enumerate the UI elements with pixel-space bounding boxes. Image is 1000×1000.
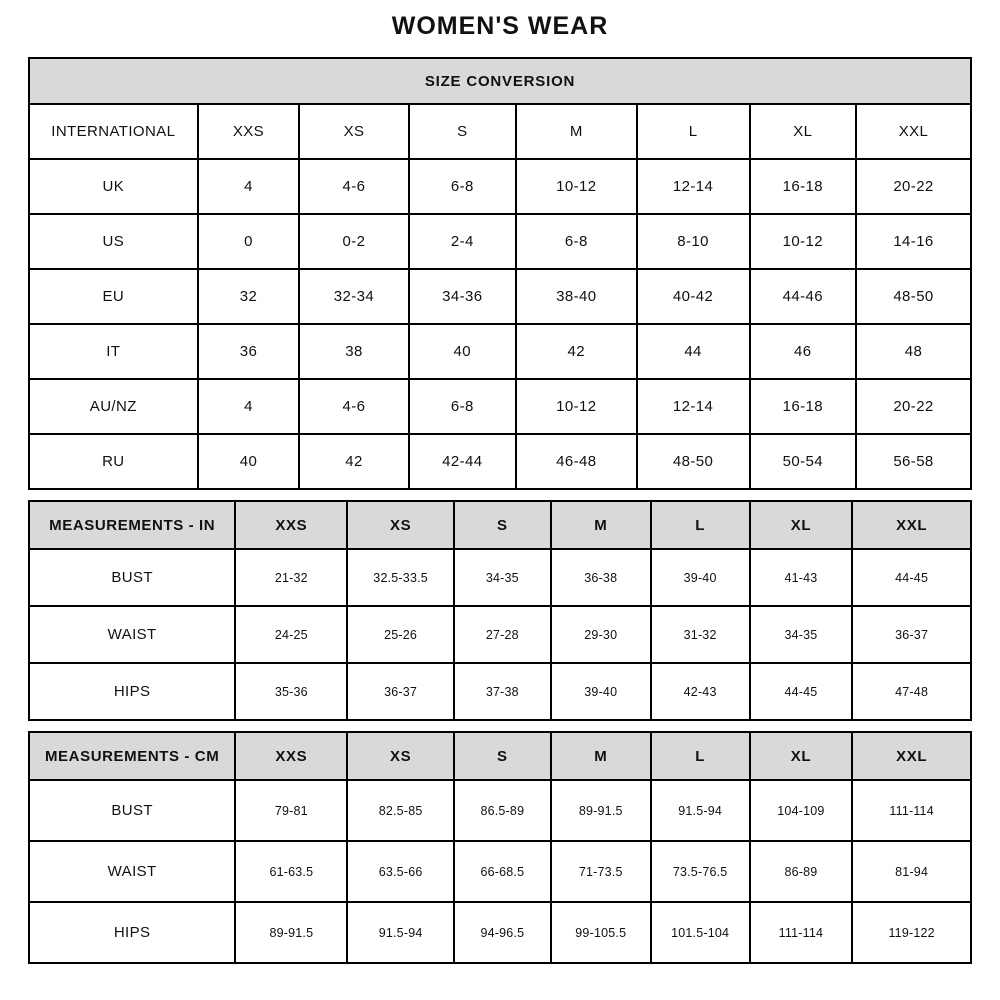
measure-value: 44-45: [750, 663, 853, 720]
size-col-header: XS: [347, 501, 453, 549]
measurements-in-table: [28, 500, 972, 721]
column-header: XL: [750, 104, 856, 159]
measure-value: 47-48: [852, 663, 971, 720]
measure-value: 111-114: [852, 780, 971, 841]
size-value: 44-46: [750, 269, 856, 324]
size-value: 6-8: [516, 214, 637, 269]
size-col-header: XXL: [852, 501, 971, 549]
size-value: 48: [856, 324, 971, 379]
size-value: 46: [750, 324, 856, 379]
measure-value: 35-36: [235, 663, 347, 720]
measure-value: 39-40: [551, 663, 651, 720]
measure-value: 73.5-76.5: [651, 841, 750, 902]
size-value: 56-58: [856, 434, 971, 489]
measure-value: 34-35: [454, 549, 551, 606]
measure-value: 27-28: [454, 606, 551, 663]
size-value: 48-50: [637, 434, 750, 489]
size-value: 8-10: [637, 214, 750, 269]
table-row-bust-cm: [29, 780, 971, 841]
measurements-cm-header-row: [29, 732, 971, 780]
row-label: US: [29, 214, 198, 269]
column-header: INTERNATIONAL: [29, 104, 198, 159]
table-row-waist-in: [29, 606, 971, 663]
row-label: EU: [29, 269, 198, 324]
size-value: 42: [299, 434, 408, 489]
size-value: 42-44: [409, 434, 516, 489]
size-col-header: L: [651, 732, 750, 780]
measure-value: 42-43: [651, 663, 750, 720]
size-col-header: S: [454, 732, 551, 780]
size-value: 40-42: [637, 269, 750, 324]
column-header: XS: [299, 104, 408, 159]
measurements-cm-table: [28, 731, 972, 964]
size-value: 4: [198, 379, 300, 434]
column-header: XXS: [198, 104, 300, 159]
table-row-hips-in: [29, 663, 971, 720]
measure-value: 79-81: [235, 780, 347, 841]
size-conversion-table: [28, 57, 972, 490]
measure-value: 91.5-94: [651, 780, 750, 841]
table-row-ru: [29, 434, 971, 489]
row-label: HIPS: [29, 663, 235, 720]
size-col-header: L: [651, 501, 750, 549]
measure-value: 81-94: [852, 841, 971, 902]
size-value: 20-22: [856, 159, 971, 214]
size-value: 48-50: [856, 269, 971, 324]
size-value: 4-6: [299, 159, 408, 214]
measure-value: 29-30: [551, 606, 651, 663]
measure-value: 86-89: [750, 841, 853, 902]
measure-value: 89-91.5: [551, 780, 651, 841]
row-label: AU/NZ: [29, 379, 198, 434]
measure-value: 119-122: [852, 902, 971, 963]
measure-value: 21-32: [235, 549, 347, 606]
size-value: 20-22: [856, 379, 971, 434]
size-col-header: XXS: [235, 732, 347, 780]
size-value: 42: [516, 324, 637, 379]
size-value: 38: [299, 324, 408, 379]
size-value: 14-16: [856, 214, 971, 269]
measure-value: 37-38: [454, 663, 551, 720]
measure-value: 86.5-89: [454, 780, 551, 841]
column-header: M: [516, 104, 637, 159]
size-guide-page: [28, 0, 972, 964]
measurements-in-title: MEASUREMENTS - IN: [29, 501, 235, 549]
size-value: 50-54: [750, 434, 856, 489]
measure-value: 36-37: [852, 606, 971, 663]
size-col-header: M: [551, 501, 651, 549]
size-value: 16-18: [750, 379, 856, 434]
measure-value: 71-73.5: [551, 841, 651, 902]
size-col-header: XL: [750, 501, 853, 549]
measure-value: 101.5-104: [651, 902, 750, 963]
size-value: 4: [198, 159, 300, 214]
size-value: 10-12: [750, 214, 856, 269]
column-header: XXL: [856, 104, 971, 159]
size-value: 44: [637, 324, 750, 379]
measure-value: 36-38: [551, 549, 651, 606]
size-value: 36: [198, 324, 300, 379]
measure-value: 111-114: [750, 902, 853, 963]
size-value: 6-8: [409, 379, 516, 434]
row-label: RU: [29, 434, 198, 489]
measure-value: 66-68.5: [454, 841, 551, 902]
measure-value: 25-26: [347, 606, 453, 663]
table-row-us: [29, 214, 971, 269]
table-row-eu: [29, 269, 971, 324]
size-value: 16-18: [750, 159, 856, 214]
size-col-header: XS: [347, 732, 453, 780]
size-col-header: XL: [750, 732, 853, 780]
measure-value: 41-43: [750, 549, 853, 606]
size-col-header: XXS: [235, 501, 347, 549]
size-col-header: XXL: [852, 732, 971, 780]
page-title: WOMEN'S WEAR: [391, 12, 609, 40]
measure-value: 24-25: [235, 606, 347, 663]
row-label: WAIST: [29, 841, 235, 902]
size-value: 46-48: [516, 434, 637, 489]
row-label: BUST: [29, 780, 235, 841]
size-value: 12-14: [637, 159, 750, 214]
size-value: 0: [198, 214, 300, 269]
row-label: UK: [29, 159, 198, 214]
measure-value: 61-63.5: [235, 841, 347, 902]
size-col-header: S: [454, 501, 551, 549]
size-value: 10-12: [516, 159, 637, 214]
row-label: BUST: [29, 549, 235, 606]
table-row-hips-cm: [29, 902, 971, 963]
measure-value: 39-40: [651, 549, 750, 606]
column-header: L: [637, 104, 750, 159]
row-label: HIPS: [29, 902, 235, 963]
measure-value: 89-91.5: [235, 902, 347, 963]
row-label: WAIST: [29, 606, 235, 663]
column-header: S: [409, 104, 516, 159]
column-header-row: [29, 104, 971, 159]
size-value: 40: [409, 324, 516, 379]
measure-value: 34-35: [750, 606, 853, 663]
measure-value: 63.5-66: [347, 841, 453, 902]
size-value: 32: [198, 269, 300, 324]
measurements-cm-title: MEASUREMENTS - CM: [29, 732, 235, 780]
table-row-it: [29, 324, 971, 379]
size-conversion-banner: SIZE CONVERSION: [29, 58, 971, 104]
measure-value: 36-37: [347, 663, 453, 720]
measure-value: 82.5-85: [347, 780, 453, 841]
size-value: 2-4: [409, 214, 516, 269]
measurements-in-header-row: [29, 501, 971, 549]
measure-value: 31-32: [651, 606, 750, 663]
size-value: 34-36: [409, 269, 516, 324]
size-value: 0-2: [299, 214, 408, 269]
table-row-uk: [29, 159, 971, 214]
size-col-header: M: [551, 732, 651, 780]
measure-value: 99-105.5: [551, 902, 651, 963]
table-row-aunz: [29, 379, 971, 434]
measure-value: 91.5-94: [347, 902, 453, 963]
measure-value: 44-45: [852, 549, 971, 606]
measure-value: 104-109: [750, 780, 853, 841]
measure-value: 32.5-33.5: [347, 549, 453, 606]
size-value: 4-6: [299, 379, 408, 434]
size-value: 38-40: [516, 269, 637, 324]
table-row-bust-in: [29, 549, 971, 606]
size-value: 6-8: [409, 159, 516, 214]
size-value: 40: [198, 434, 300, 489]
size-value: 32-34: [299, 269, 408, 324]
measure-value: 94-96.5: [454, 902, 551, 963]
row-label: IT: [29, 324, 198, 379]
table-row-waist-cm: [29, 841, 971, 902]
size-value: 10-12: [516, 379, 637, 434]
size-value: 12-14: [637, 379, 750, 434]
